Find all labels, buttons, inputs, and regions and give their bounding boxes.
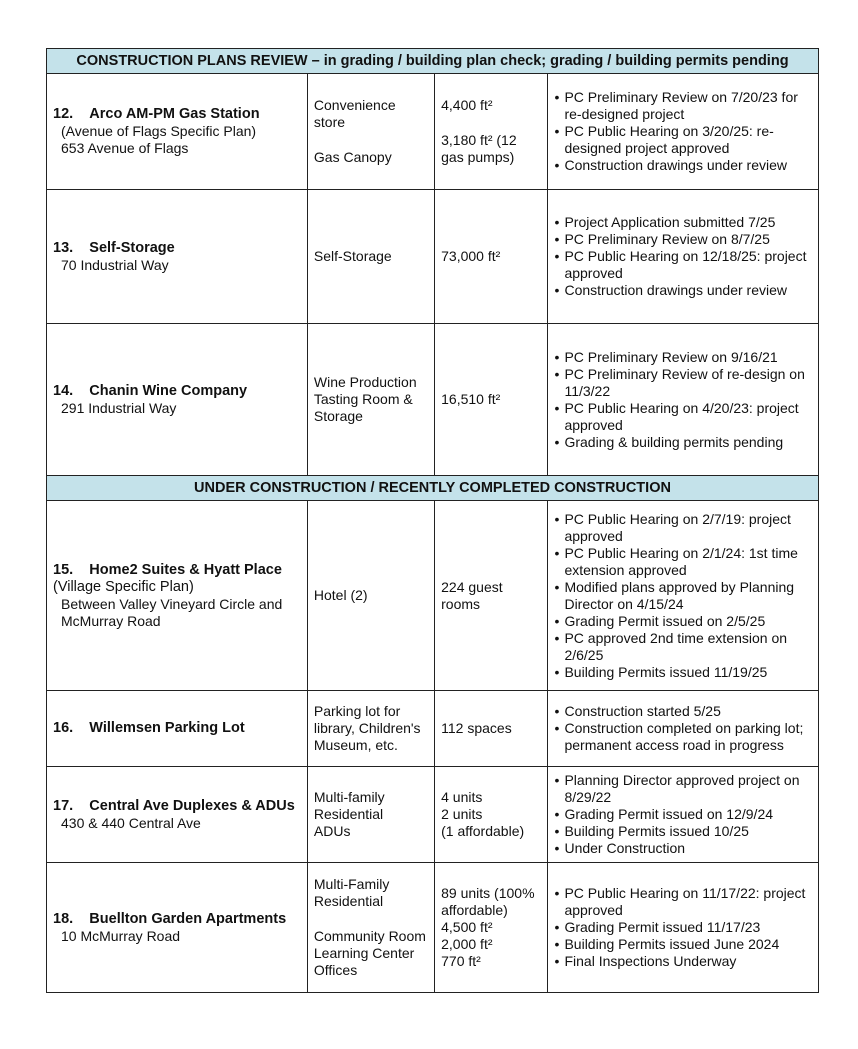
size-cell <box>435 190 548 324</box>
status-cell <box>548 863 819 993</box>
size-item: 2 units <box>441 806 483 822</box>
status-item: • PC Preliminary Review on 9/16/21 <box>554 349 812 366</box>
status-item: • PC Preliminary Review of re-design on 11/3/22 <box>554 366 812 400</box>
status-list <box>554 349 812 451</box>
project-name: Chanin Wine Company <box>89 382 248 399</box>
status-item: • Construction completed on parking lot; permanent access road in progress <box>554 720 812 754</box>
use-item: ADUs <box>313 823 351 839</box>
spacer <box>314 910 428 928</box>
status-item: • Project Application submitted 7/25 <box>554 214 812 231</box>
size-cell <box>435 691 548 767</box>
status-cell <box>548 74 819 190</box>
project-cell <box>47 501 308 691</box>
status-item: • Building Permits issued June 2024 <box>554 936 812 953</box>
project-row <box>47 324 819 476</box>
size-cell <box>435 74 548 190</box>
use-item: Hotel (2) <box>313 587 368 603</box>
use-cell <box>307 190 434 324</box>
size-item: 3,180 ft² (12 gas pumps) <box>441 132 517 165</box>
use-item: Self-Storage <box>313 248 392 264</box>
status-item: • PC Public Hearing on 2/1/24: 1st time extension approved <box>554 545 812 579</box>
project-title <box>53 106 301 123</box>
status-item: • Construction drawings under review <box>554 282 812 299</box>
project-cell <box>47 691 308 767</box>
status-cell <box>548 190 819 324</box>
project-detail: 70 Industrial Way <box>61 256 169 273</box>
use-item: Gas Canopy <box>313 149 392 165</box>
project-name: Buellton Garden Apartments <box>89 910 287 927</box>
project-detail: Between Valley Vineyard Circle and McMurray Road <box>61 595 283 629</box>
project-cell <box>47 190 308 324</box>
status-item: • PC Public Hearing on 12/18/25: project approved <box>554 248 812 282</box>
section-header-row <box>47 49 819 74</box>
status-item: • Grading & building permits pending <box>554 434 812 451</box>
project-cell <box>47 767 308 863</box>
project-name: Home2 Suites & Hyatt Place <box>89 561 282 578</box>
status-cell <box>548 767 819 863</box>
size-item: 112 spaces <box>441 720 512 736</box>
use-item: Multi-Family Residential <box>313 876 390 909</box>
project-detail: 430 & 440 Central Ave <box>61 814 201 831</box>
section-header-row <box>47 476 819 501</box>
size-cell <box>435 767 548 863</box>
status-list <box>554 89 812 174</box>
project-cell <box>47 863 308 993</box>
project-number: 16. <box>53 720 74 736</box>
table-body <box>47 49 819 993</box>
status-item: • Under Construction <box>554 840 812 857</box>
status-item: • PC approved 2nd time extension on 2/6/25 <box>554 630 812 664</box>
size-item: 16,510 ft² <box>441 391 501 407</box>
size-item: 4,500 ft² <box>441 919 493 935</box>
status-item: • Grading Permit issued 11/17/23 <box>554 919 812 936</box>
project-title <box>53 240 301 257</box>
project-name: Self-Storage <box>89 239 175 256</box>
project-number: 13. <box>53 239 74 256</box>
size-item: 2,000 ft² <box>441 936 493 952</box>
project-row <box>47 691 819 767</box>
project-row <box>47 190 819 324</box>
project-number: 18. <box>53 910 74 927</box>
size-item: 770 ft² <box>441 953 481 969</box>
project-name: Arco AM-PM Gas Station <box>89 106 260 122</box>
spacer <box>441 114 541 132</box>
project-cell <box>47 74 308 190</box>
status-cell <box>548 324 819 476</box>
status-list <box>554 772 812 857</box>
use-item: Offices <box>313 962 358 978</box>
project-title <box>53 383 301 400</box>
size-item: (1 affordable) <box>441 823 525 839</box>
status-item: • Building Permits issued 10/25 <box>554 823 812 840</box>
use-cell <box>307 74 434 190</box>
project-row <box>47 767 819 863</box>
project-detail: 653 Avenue of Flags <box>61 140 189 156</box>
size-item: 89 units (100% affordable) <box>441 885 535 918</box>
use-item: Multi-family Residential <box>313 789 385 822</box>
status-list <box>554 885 812 970</box>
status-item: • Final Inspections Underway <box>554 953 812 970</box>
project-row <box>47 501 819 691</box>
use-cell <box>307 501 434 691</box>
status-list <box>554 703 812 754</box>
status-item: • PC Public Hearing on 11/17/22: project approved <box>554 885 812 919</box>
status-cell <box>548 691 819 767</box>
status-item: • Building Permits issued 11/19/25 <box>554 664 812 681</box>
status-item: • Construction started 5/25 <box>554 703 812 720</box>
status-item: • Modified plans approved by Planning Director on 4/15/24 <box>554 579 812 613</box>
use-item: Wine Production Tasting Room & Storage <box>313 374 417 424</box>
project-title <box>53 911 301 928</box>
section-heading: UNDER CONSTRUCTION / RECENTLY COMPLETED CONSTRUCTION <box>47 476 819 501</box>
size-item: 4 units <box>441 789 483 805</box>
project-detail: 291 Industrial Way <box>61 399 177 416</box>
use-cell <box>307 324 434 476</box>
status-item: • PC Public Hearing on 2/7/19: project approved <box>554 511 812 545</box>
use-item: Learning Center <box>313 945 415 961</box>
size-cell <box>435 863 548 993</box>
project-detail: 10 McMurray Road <box>61 927 181 944</box>
status-item: • Construction drawings under review <box>554 157 812 174</box>
project-detail: (Avenue of Flags Specific Plan) <box>61 123 257 139</box>
use-cell <box>307 863 434 993</box>
size-cell <box>435 324 548 476</box>
size-item: 73,000 ft² <box>441 248 501 264</box>
project-plan-note: (Village Specific Plan) <box>53 578 194 595</box>
project-title <box>53 562 301 596</box>
project-name: Central Ave Duplexes & ADUs <box>89 797 295 814</box>
size-cell <box>435 501 548 691</box>
project-number: 12. <box>53 106 74 122</box>
section-heading: CONSTRUCTION PLANS REVIEW – in grading / building plan check; grading / building permits pending <box>47 49 819 74</box>
size-item: 4,400 ft² <box>441 97 493 113</box>
project-cell <box>47 324 308 476</box>
project-title <box>53 798 301 815</box>
use-cell <box>307 691 434 767</box>
status-item: • PC Public Hearing on 4/20/23: project approved <box>554 400 812 434</box>
project-number: 17. <box>53 797 74 814</box>
spacer <box>314 131 428 149</box>
project-number: 14. <box>53 382 74 399</box>
status-list <box>554 511 812 681</box>
use-item: Community Room <box>313 928 426 944</box>
project-title <box>53 720 301 737</box>
status-item: • Planning Director approved project on 8/29/22 <box>554 772 812 806</box>
status-list <box>554 214 812 299</box>
status-item: • Grading Permit issued on 12/9/24 <box>554 806 812 823</box>
use-item: Convenience store <box>313 97 396 130</box>
project-row <box>47 863 819 993</box>
status-item: • PC Preliminary Review on 8/7/25 <box>554 231 812 248</box>
project-name: Willemsen Parking Lot <box>89 720 245 736</box>
project-status-table <box>46 48 819 993</box>
status-item: • PC Public Hearing on 3/20/25: re-designed project approved <box>554 123 812 157</box>
use-cell <box>307 767 434 863</box>
project-row <box>47 74 819 190</box>
status-cell <box>548 501 819 691</box>
status-item: • Grading Permit issued on 2/5/25 <box>554 613 812 630</box>
project-number: 15. <box>53 561 74 578</box>
size-item: 224 guest rooms <box>441 578 503 612</box>
use-item: Parking lot for library, Children's Museum, etc. <box>313 703 421 753</box>
status-item: • PC Preliminary Review on 7/20/23 for re-designed project <box>554 89 812 123</box>
